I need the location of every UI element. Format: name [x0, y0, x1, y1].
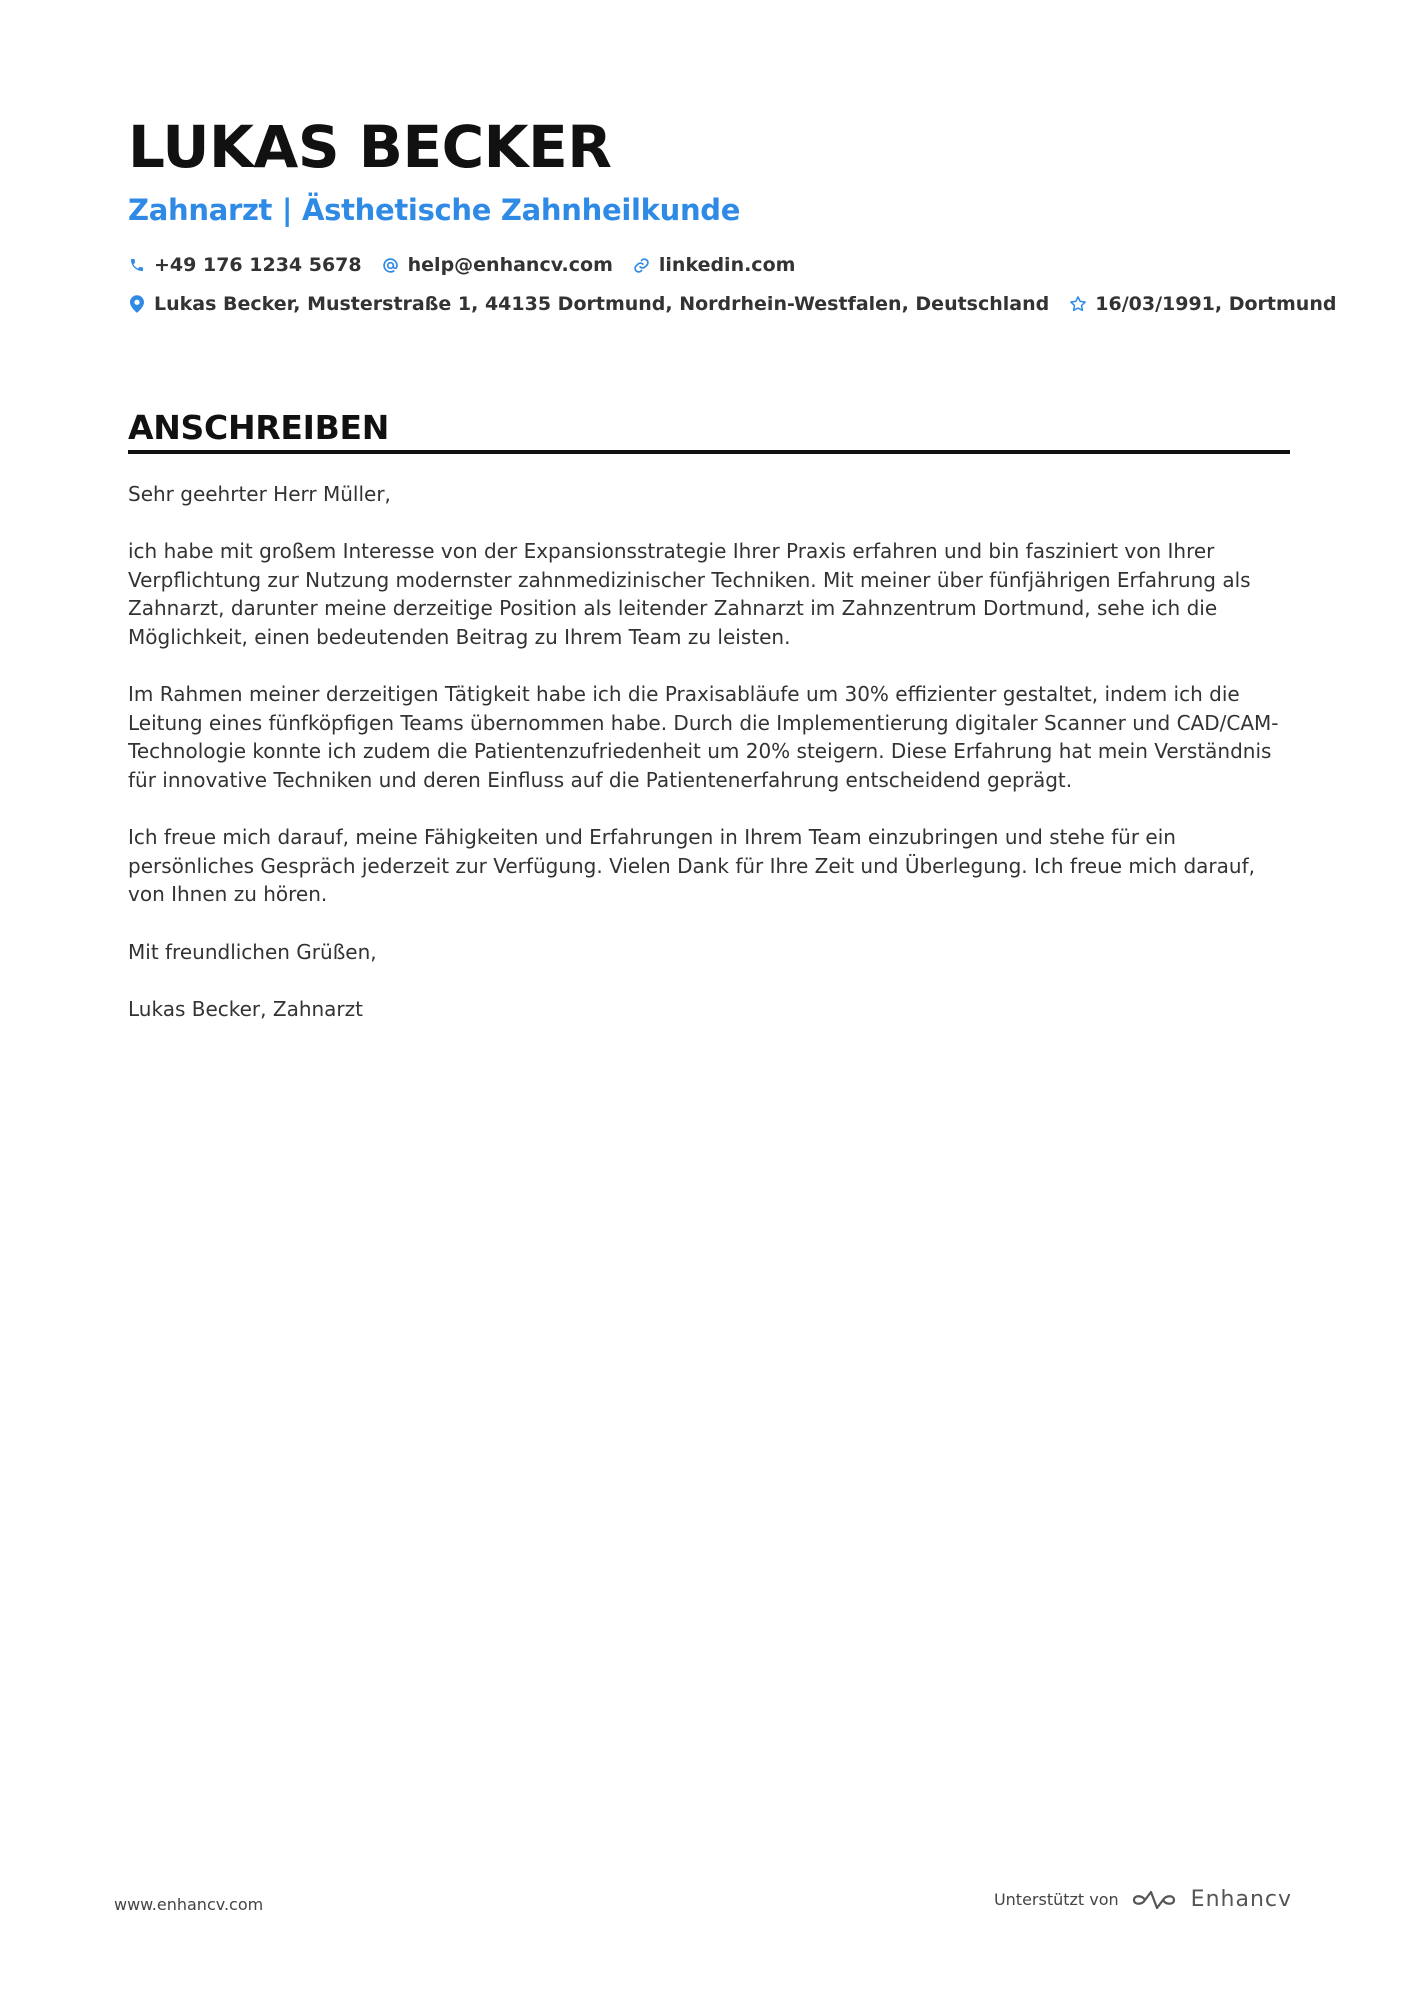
- footer-branding: [994, 1887, 1292, 1912]
- letter-paragraph-1: ich habe mit großem Interesse von der Expansionsstrategie Ihrer Praxis erfahren und bin fasziniert von Ihrer Verpflichtung zur Nutzung modernster zahnmedizinischer Techniken. Mit meiner über fünfjährigen Erfahrung als Zahnarzt, darunter meine derzeitige Position als leitender Zahnarzt im Zahnzentrum Dortmund, sehe ich die Möglichkeit, einen bedeutenden Beitrag zu Ihrem Team zu leisten.: [128, 539, 1251, 649]
- letter-salutation: Sehr geehrter Herr Müller,: [128, 482, 391, 506]
- contact-row-primary: [128, 254, 815, 276]
- section-divider: [128, 450, 1290, 454]
- link-icon: [633, 255, 651, 275]
- powered-by-label: Unterstützt von: [993, 1890, 1119, 1909]
- contact-row-secondary: [128, 293, 1356, 315]
- map-pin-icon: [128, 294, 146, 314]
- contact-address: [128, 293, 1049, 315]
- phone-icon: [128, 255, 146, 275]
- job-title: Zahnarzt | Ästhetische Zahnheilkunde: [128, 193, 741, 227]
- phone-number: +49 176 1234 5678: [154, 254, 362, 276]
- at-icon: [382, 255, 400, 275]
- enhancv-logo-icon: [1131, 1888, 1177, 1912]
- linkedin-url[interactable]: linkedin.com: [658, 254, 796, 276]
- contact-birth: [1069, 293, 1336, 315]
- contact-email[interactable]: [382, 254, 613, 276]
- birth-text: 16/03/1991, Dortmund: [1095, 293, 1337, 315]
- letter-paragraph-2: Im Rahmen meiner derzeitigen Tätigkeit habe ich die Praxisabläufe um 30% effizienter gestaltet, indem ich die Leitung eines fünfköpfigen Teams übernommen habe. Durch die Implementierung digitaler Scanner und CAD/CAM-Technologie konnte ich zudem die Patientenzufriedenheit um 20% steigern. Diese Erfahrung hat mein Verständnis für innovative Techniken und deren Einfluss auf die Patientenerfahrung entscheidend geprägt.: [128, 682, 1279, 792]
- enhancv-brand-name: Enhancv: [1190, 1887, 1292, 1912]
- letter-paragraph-3: Ich freue mich darauf, meine Fähigkeiten und Erfahrungen in Ihrem Team einzubringen und stehe für ein persönliches Gespräch jederzeit zur Verfügung. Vielen Dank für Ihre Zeit und Überlegung. Ich freue mich darauf, von Ihnen zu hören.: [128, 825, 1255, 907]
- letter-body: [128, 480, 1298, 1052]
- section-title: ANSCHREIBEN: [128, 408, 390, 447]
- footer-website[interactable]: www.enhancv.com: [114, 1895, 264, 1914]
- contact-linkedin[interactable]: [633, 254, 796, 276]
- address-text: Lukas Becker, Musterstraße 1, 44135 Dortmund, Nordrhein-Westfalen, Deutschland: [154, 293, 1050, 315]
- contact-phone: [128, 254, 362, 276]
- email-address[interactable]: help@enhancv.com: [407, 254, 613, 276]
- star-icon: [1069, 294, 1087, 314]
- letter-signature: Lukas Becker, Zahnarzt: [128, 996, 363, 1021]
- letter-closing: Mit freundlichen Grüßen,: [128, 939, 377, 964]
- candidate-name: LUKAS BECKER: [128, 113, 612, 181]
